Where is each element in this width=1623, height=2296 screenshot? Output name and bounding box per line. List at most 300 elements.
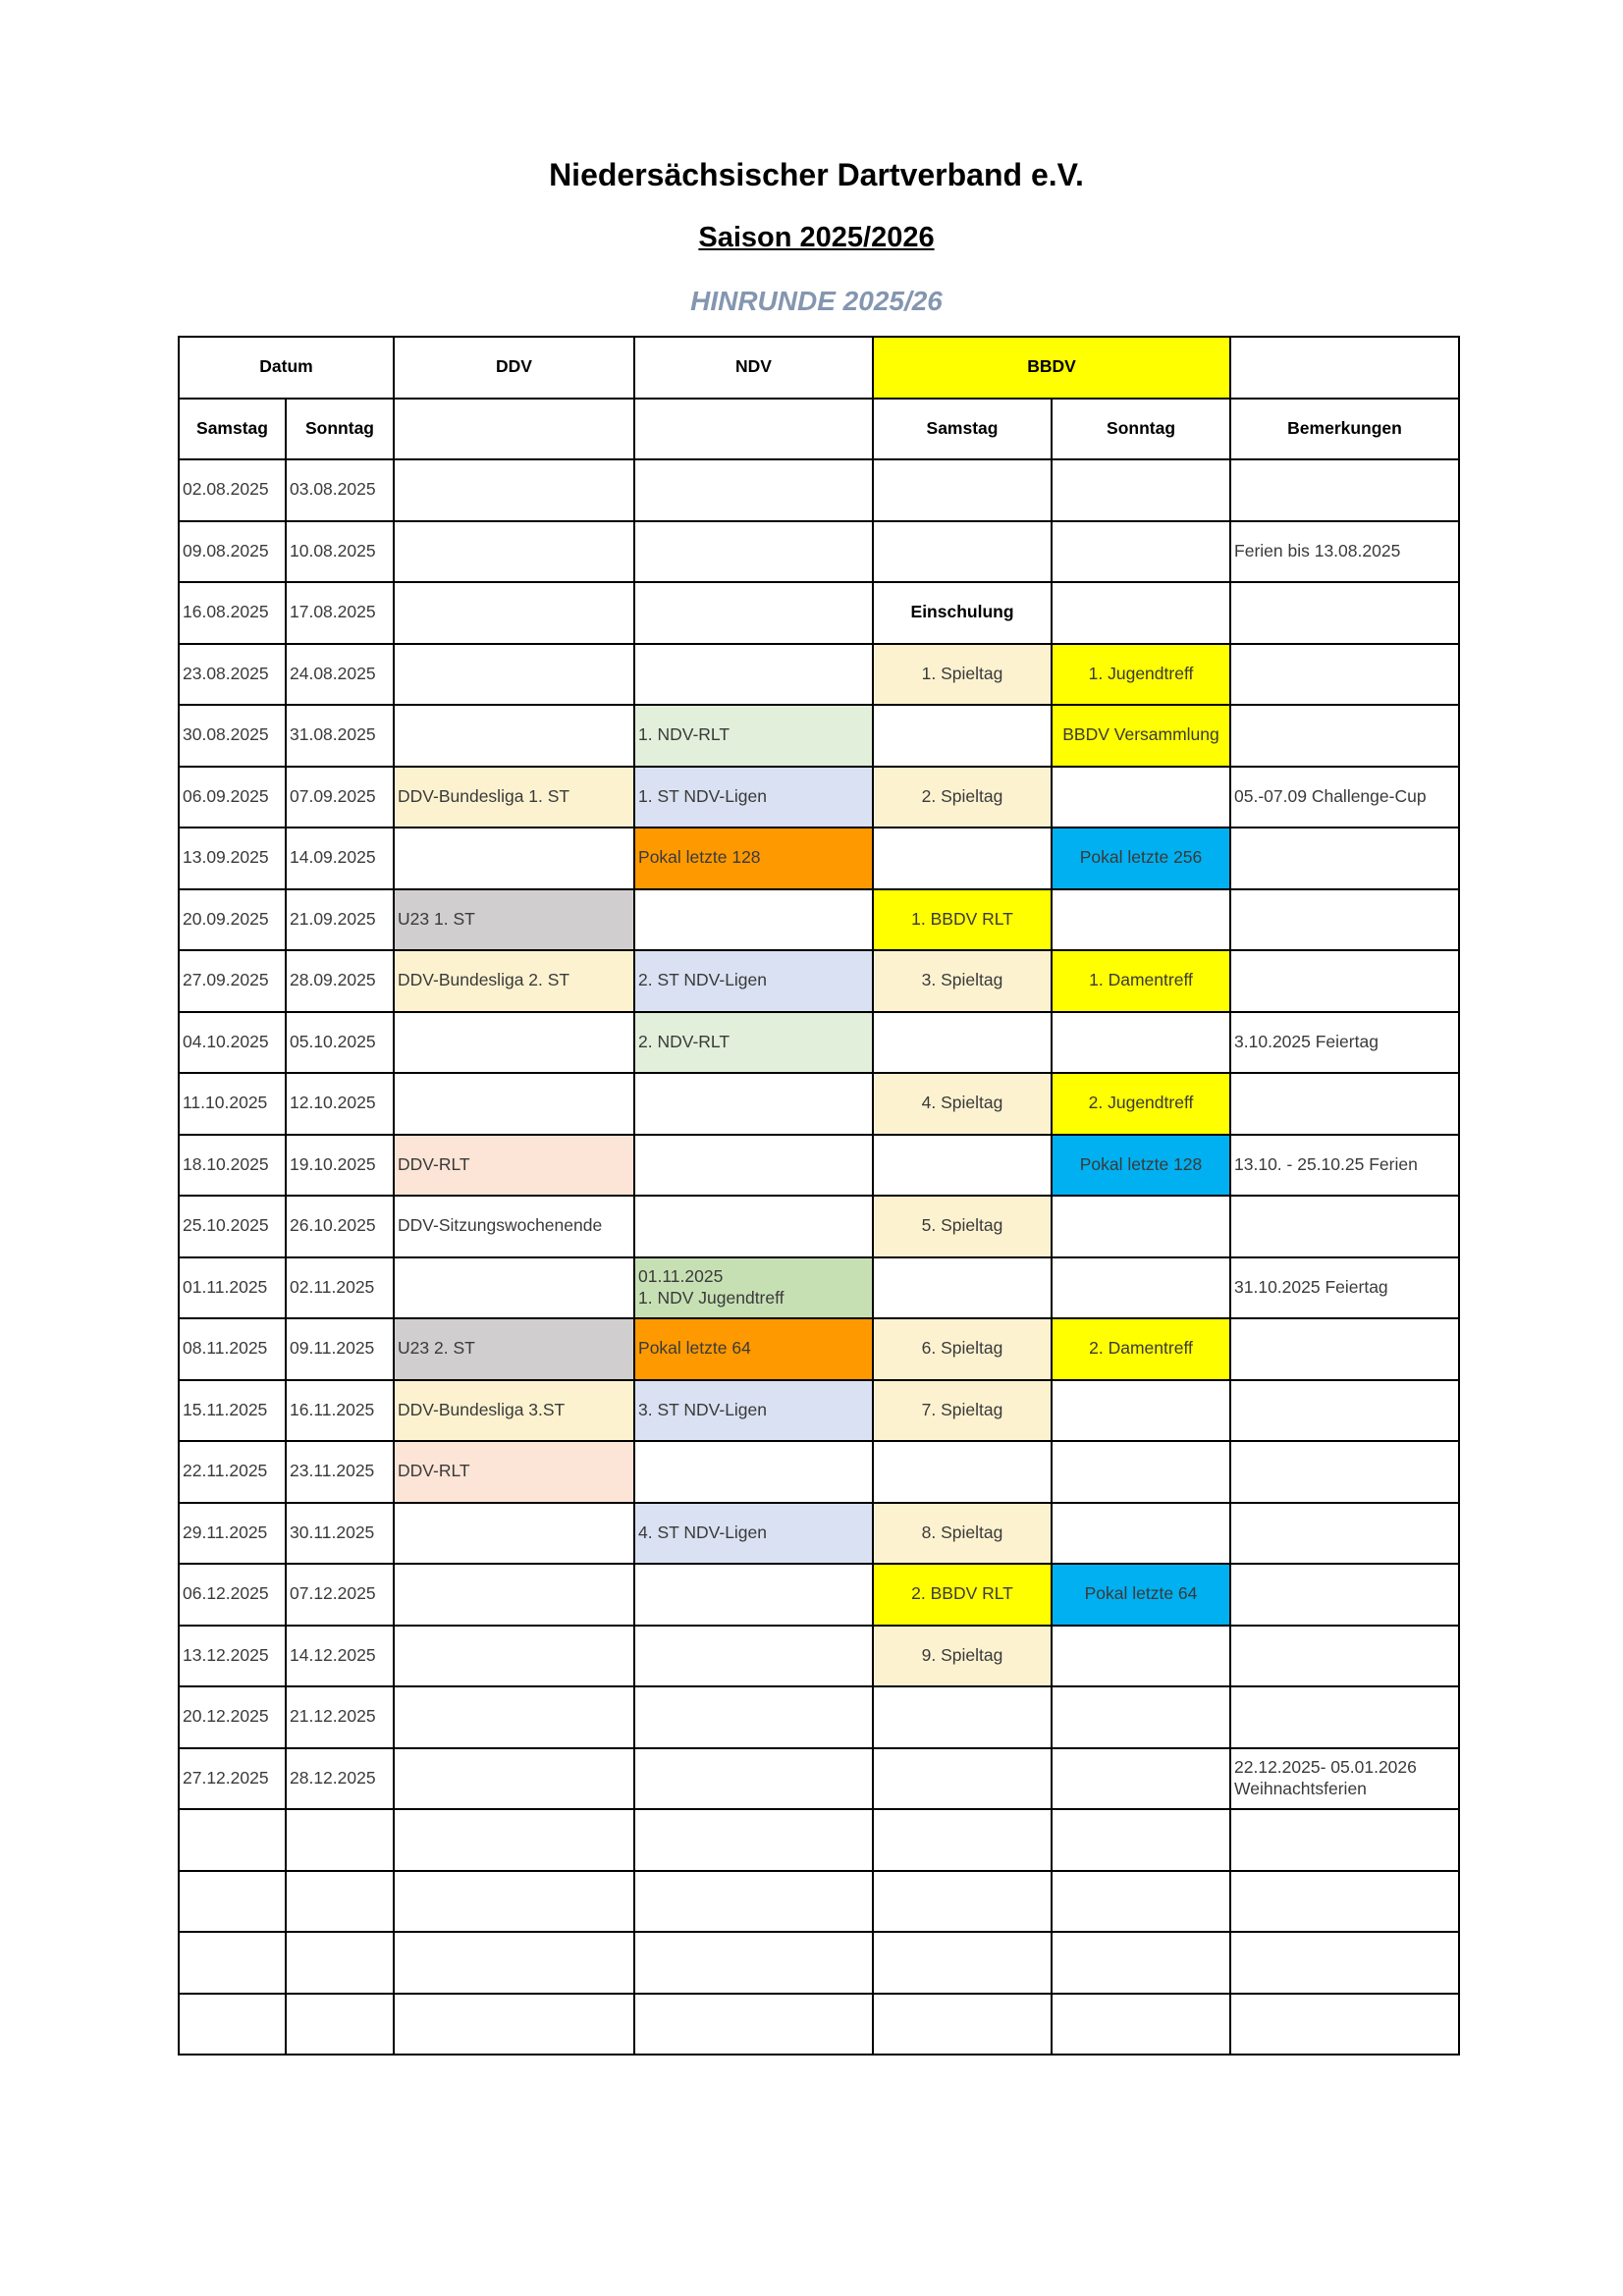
cell-ndv bbox=[634, 1809, 873, 1871]
cell-bemerkungen bbox=[1230, 1012, 1459, 1074]
cell-ndv bbox=[634, 1012, 873, 1074]
cell-bbdv-samstag bbox=[873, 1809, 1052, 1871]
cell-text: DDV-Bundesliga 3.ST bbox=[398, 1399, 566, 1419]
table-row bbox=[179, 1441, 1459, 1503]
cell-ndv bbox=[634, 1441, 873, 1503]
cell-sonntag bbox=[286, 1012, 394, 1074]
cell-text: 2. NDV-RLT bbox=[638, 1031, 730, 1051]
cell-bbdv-samstag bbox=[873, 1318, 1052, 1380]
cell-text: 17.08.2025 bbox=[290, 602, 376, 622]
cell-bbdv-sonntag bbox=[1052, 889, 1230, 951]
cell-text: 05.10.2025 bbox=[290, 1031, 376, 1051]
header-sonntag: Sonntag bbox=[286, 399, 394, 460]
cell-text: 14.09.2025 bbox=[290, 847, 376, 868]
cell-bemerkungen bbox=[1230, 1871, 1459, 1933]
header-samstag: Samstag bbox=[179, 399, 286, 460]
cell-bbdv-samstag bbox=[873, 1871, 1052, 1933]
cell-ddv bbox=[394, 1135, 634, 1197]
cell-samstag bbox=[179, 1318, 286, 1380]
cell-text: 08.11.2025 bbox=[183, 1338, 268, 1359]
cell-bbdv-samstag bbox=[873, 767, 1052, 828]
cell-ndv bbox=[634, 582, 873, 644]
cell-ndv bbox=[634, 1073, 873, 1135]
cell-text: 23.08.2025 bbox=[183, 663, 269, 683]
header-datum: Datum bbox=[179, 337, 394, 399]
table-row bbox=[179, 705, 1459, 767]
cell-ddv bbox=[394, 1748, 634, 1810]
cell-text: 4. Spieltag bbox=[921, 1093, 1003, 1113]
season-subtitle: Saison 2025/2026 bbox=[698, 222, 935, 253]
cell-ddv bbox=[394, 644, 634, 706]
cell-bbdv-samstag bbox=[873, 582, 1052, 644]
cell-text: 13.09.2025 bbox=[183, 847, 269, 868]
cell-ddv bbox=[394, 582, 634, 644]
cell-samstag bbox=[179, 1748, 286, 1810]
cell-bbdv-samstag bbox=[873, 1932, 1052, 1994]
table-row bbox=[179, 1503, 1459, 1565]
cell-text: 28.12.2025 bbox=[290, 1767, 376, 1788]
cell-bemerkungen bbox=[1230, 1441, 1459, 1503]
cell-sonntag bbox=[286, 889, 394, 951]
table-row bbox=[179, 521, 1459, 583]
cell-bemerkungen bbox=[1230, 1257, 1459, 1319]
cell-bemerkungen bbox=[1230, 1564, 1459, 1626]
cell-ndv bbox=[634, 1564, 873, 1626]
cell-text: 4. ST NDV-Ligen bbox=[638, 1522, 768, 1542]
cell-bbdv-samstag bbox=[873, 459, 1052, 521]
header-row-1 bbox=[179, 337, 1459, 399]
cell-bbdv-sonntag bbox=[1052, 1135, 1230, 1197]
cell-text-line2: Weihnachtsferien bbox=[1234, 1778, 1367, 1798]
cell-text: 10.08.2025 bbox=[290, 540, 376, 561]
cell-samstag bbox=[179, 889, 286, 951]
cell-bbdv-sonntag bbox=[1052, 1564, 1230, 1626]
cell-text: Pokal letzte 128 bbox=[638, 847, 761, 868]
cell-samstag bbox=[179, 705, 286, 767]
cell-ndv bbox=[634, 1380, 873, 1442]
cell-bbdv-samstag bbox=[873, 1257, 1052, 1319]
cell-text: 3. ST NDV-Ligen bbox=[638, 1399, 768, 1419]
cell-bbdv-samstag bbox=[873, 1564, 1052, 1626]
cell-ddv bbox=[394, 889, 634, 951]
cell-bbdv-samstag bbox=[873, 1503, 1052, 1565]
header-ndv-sub bbox=[634, 399, 873, 460]
cell-bemerkungen bbox=[1230, 1809, 1459, 1871]
cell-ddv bbox=[394, 459, 634, 521]
cell-samstag bbox=[179, 1441, 286, 1503]
cell-bbdv-sonntag bbox=[1052, 1012, 1230, 1074]
cell-text: 2. Damentreff bbox=[1089, 1338, 1193, 1359]
cell-bemerkungen bbox=[1230, 644, 1459, 706]
cell-text: 2. ST NDV-Ligen bbox=[638, 970, 768, 990]
cell-ddv bbox=[394, 521, 634, 583]
cell-samstag bbox=[179, 1012, 286, 1074]
cell-sonntag bbox=[286, 950, 394, 1012]
cell-sonntag bbox=[286, 582, 394, 644]
cell-bbdv-samstag bbox=[873, 1686, 1052, 1748]
table-row bbox=[179, 1135, 1459, 1197]
cell-ddv bbox=[394, 1073, 634, 1135]
cell-bemerkungen bbox=[1230, 889, 1459, 951]
table-row bbox=[179, 1686, 1459, 1748]
cell-bbdv-sonntag bbox=[1052, 1809, 1230, 1871]
cell-samstag bbox=[179, 1135, 286, 1197]
cell-sonntag bbox=[286, 1318, 394, 1380]
cell-bemerkungen bbox=[1230, 1626, 1459, 1687]
cell-sonntag bbox=[286, 828, 394, 889]
cell-text: 3.10.2025 Feiertag bbox=[1234, 1031, 1379, 1051]
cell-bemerkungen bbox=[1230, 950, 1459, 1012]
cell-bbdv-sonntag bbox=[1052, 521, 1230, 583]
cell-bemerkungen bbox=[1230, 1932, 1459, 1994]
cell-text: 06.09.2025 bbox=[183, 785, 269, 806]
cell-bbdv-samstag bbox=[873, 1994, 1052, 2056]
cell-text: DDV-Bundesliga 2. ST bbox=[398, 970, 570, 990]
cell-text: 27.09.2025 bbox=[183, 970, 269, 990]
cell-text: 30.11.2025 bbox=[290, 1522, 375, 1542]
cell-text: 2. BBDV RLT bbox=[911, 1583, 1013, 1604]
cell-text: 24.08.2025 bbox=[290, 663, 376, 683]
cell-text: 13.12.2025 bbox=[183, 1644, 269, 1665]
cell-bbdv-sonntag bbox=[1052, 1686, 1230, 1748]
cell-bbdv-sonntag bbox=[1052, 1748, 1230, 1810]
cell-samstag bbox=[179, 644, 286, 706]
cell-ddv bbox=[394, 1012, 634, 1074]
cell-ndv bbox=[634, 1196, 873, 1257]
cell-sonntag bbox=[286, 1257, 394, 1319]
cell-sonntag bbox=[286, 1503, 394, 1565]
cell-bbdv-sonntag bbox=[1052, 1380, 1230, 1442]
cell-text: 9. Spieltag bbox=[921, 1644, 1003, 1665]
cell-text: 06.12.2025 bbox=[183, 1583, 269, 1604]
cell-sonntag bbox=[286, 1748, 394, 1810]
cell-sonntag bbox=[286, 644, 394, 706]
cell-ndv bbox=[634, 521, 873, 583]
cell-bbdv-sonntag bbox=[1052, 1994, 1230, 2056]
cell-ndv bbox=[634, 459, 873, 521]
cell-text: 16.08.2025 bbox=[183, 602, 269, 622]
cell-bemerkungen bbox=[1230, 1073, 1459, 1135]
cell-samstag bbox=[179, 1994, 286, 2056]
cell-text: 09.08.2025 bbox=[183, 540, 269, 561]
cell-text: 09.11.2025 bbox=[290, 1338, 375, 1359]
cell-bbdv-sonntag bbox=[1052, 644, 1230, 706]
cell-bbdv-sonntag bbox=[1052, 459, 1230, 521]
cell-text: 5. Spieltag bbox=[921, 1215, 1003, 1236]
header-ddv: DDV bbox=[394, 337, 634, 399]
cell-samstag bbox=[179, 521, 286, 583]
cell-bbdv-sonntag bbox=[1052, 1441, 1230, 1503]
cell-samstag bbox=[179, 1380, 286, 1442]
cell-bbdv-sonntag bbox=[1052, 1503, 1230, 1565]
cell-text: 07.09.2025 bbox=[290, 785, 376, 806]
cell-sonntag bbox=[286, 705, 394, 767]
header-bbdv-sonntag: Sonntag bbox=[1052, 399, 1230, 460]
cell-bbdv-samstag bbox=[873, 1073, 1052, 1135]
cell-text: 2. Spieltag bbox=[921, 785, 1003, 806]
cell-bemerkungen bbox=[1230, 521, 1459, 583]
cell-text: Pokal letzte 64 bbox=[638, 1338, 751, 1359]
table-row bbox=[179, 767, 1459, 828]
cell-text: 22.12.2025- 05.01.2026 bbox=[1234, 1756, 1417, 1777]
table-row bbox=[179, 889, 1459, 951]
cell-bbdv-samstag bbox=[873, 705, 1052, 767]
cell-text: 6. Spieltag bbox=[921, 1338, 1003, 1359]
cell-text: 3. Spieltag bbox=[921, 970, 1003, 990]
cell-samstag bbox=[179, 1686, 286, 1748]
cell-sonntag bbox=[286, 1626, 394, 1687]
cell-ddv bbox=[394, 1564, 634, 1626]
cell-bbdv-samstag bbox=[873, 1626, 1052, 1687]
cell-bbdv-sonntag bbox=[1052, 950, 1230, 1012]
cell-bemerkungen bbox=[1230, 1196, 1459, 1257]
cell-bbdv-samstag bbox=[873, 1380, 1052, 1442]
cell-ddv bbox=[394, 705, 634, 767]
cell-bbdv-samstag bbox=[873, 828, 1052, 889]
cell-text: 18.10.2025 bbox=[183, 1153, 269, 1174]
cell-bbdv-samstag bbox=[873, 1196, 1052, 1257]
cell-text: 02.08.2025 bbox=[183, 479, 269, 500]
cell-bemerkungen bbox=[1230, 1994, 1459, 2056]
cell-text: 30.08.2025 bbox=[183, 724, 269, 745]
cell-ndv bbox=[634, 1994, 873, 2056]
cell-ddv bbox=[394, 1871, 634, 1933]
cell-ndv bbox=[634, 767, 873, 828]
cell-samstag bbox=[179, 828, 286, 889]
cell-ddv bbox=[394, 1809, 634, 1871]
cell-text: U23 2. ST bbox=[398, 1338, 475, 1359]
table-row bbox=[179, 1012, 1459, 1074]
cell-ndv bbox=[634, 1626, 873, 1687]
cell-text: 20.09.2025 bbox=[183, 908, 269, 929]
cell-sonntag bbox=[286, 1135, 394, 1197]
cell-sonntag bbox=[286, 459, 394, 521]
table-row bbox=[179, 459, 1459, 521]
cell-samstag bbox=[179, 459, 286, 521]
cell-sonntag bbox=[286, 1932, 394, 1994]
cell-ndv bbox=[634, 644, 873, 706]
cell-text: 05.-07.09 Challenge-Cup bbox=[1234, 785, 1427, 806]
cell-text: 01.11.2025 bbox=[638, 1265, 724, 1286]
cell-text: Einschulung bbox=[910, 602, 1014, 622]
table-row bbox=[179, 1748, 1459, 1810]
cell-text: Pokal letzte 128 bbox=[1079, 1153, 1203, 1174]
cell-ndv bbox=[634, 1503, 873, 1565]
cell-sonntag bbox=[286, 1380, 394, 1442]
cell-ddv bbox=[394, 1257, 634, 1319]
cell-text: 1. Damentreff bbox=[1089, 970, 1193, 990]
cell-bemerkungen bbox=[1230, 828, 1459, 889]
cell-text: U23 1. ST bbox=[398, 908, 475, 929]
cell-text: DDV-RLT bbox=[398, 1461, 470, 1481]
cell-text: 12.10.2025 bbox=[290, 1093, 376, 1113]
cell-text: DDV-RLT bbox=[398, 1153, 470, 1174]
cell-bemerkungen bbox=[1230, 1748, 1459, 1810]
table-row bbox=[179, 644, 1459, 706]
cell-text: 31.08.2025 bbox=[290, 724, 376, 745]
cell-ddv bbox=[394, 828, 634, 889]
cell-ddv bbox=[394, 1626, 634, 1687]
cell-text: 27.12.2025 bbox=[183, 1767, 269, 1788]
table-row bbox=[179, 1871, 1459, 1933]
cell-bemerkungen bbox=[1230, 1686, 1459, 1748]
cell-bemerkungen bbox=[1230, 1503, 1459, 1565]
cell-ddv bbox=[394, 767, 634, 828]
cell-bbdv-samstag bbox=[873, 1748, 1052, 1810]
cell-ddv bbox=[394, 1994, 634, 2056]
cell-samstag bbox=[179, 582, 286, 644]
cell-ndv bbox=[634, 1871, 873, 1933]
cell-ddv bbox=[394, 1932, 634, 1994]
cell-text: 13.10. - 25.10.25 Ferien bbox=[1234, 1153, 1418, 1174]
cell-samstag bbox=[179, 1503, 286, 1565]
cell-text: 29.11.2025 bbox=[183, 1522, 268, 1542]
table-row bbox=[179, 1932, 1459, 1994]
cell-ndv bbox=[634, 1318, 873, 1380]
cell-ddv bbox=[394, 1503, 634, 1565]
cell-text: 25.10.2025 bbox=[183, 1215, 269, 1236]
cell-ndv bbox=[634, 1686, 873, 1748]
cell-ndv bbox=[634, 1932, 873, 1994]
cell-text: 1. BBDV RLT bbox=[911, 908, 1013, 929]
cell-text: 1. Jugendtreff bbox=[1088, 663, 1194, 683]
cell-sonntag bbox=[286, 1196, 394, 1257]
cell-bemerkungen bbox=[1230, 1318, 1459, 1380]
header-ddv-sub bbox=[394, 399, 634, 460]
cell-ndv bbox=[634, 1257, 873, 1319]
cell-sonntag bbox=[286, 1073, 394, 1135]
cell-text: BBDV Versammlung bbox=[1062, 724, 1219, 745]
table-row bbox=[179, 1564, 1459, 1626]
cell-samstag bbox=[179, 1564, 286, 1626]
cell-ddv bbox=[394, 1318, 634, 1380]
cell-ddv bbox=[394, 1380, 634, 1442]
table-row bbox=[179, 1626, 1459, 1687]
cell-bemerkungen bbox=[1230, 582, 1459, 644]
cell-bbdv-samstag bbox=[873, 1012, 1052, 1074]
cell-samstag bbox=[179, 1073, 286, 1135]
cell-ddv bbox=[394, 1686, 634, 1748]
table-row bbox=[179, 1994, 1459, 2056]
cell-bbdv-samstag bbox=[873, 950, 1052, 1012]
table-row bbox=[179, 1073, 1459, 1135]
cell-samstag bbox=[179, 1809, 286, 1871]
table-row bbox=[179, 1196, 1459, 1257]
cell-text: 7. Spieltag bbox=[921, 1399, 1003, 1419]
cell-text: 19.10.2025 bbox=[290, 1153, 376, 1174]
cell-text-line2: 1. NDV Jugendtreff bbox=[638, 1287, 784, 1308]
cell-text: 20.12.2025 bbox=[183, 1706, 269, 1727]
cell-text: DDV-Bundesliga 1. ST bbox=[398, 785, 570, 806]
cell-bbdv-sonntag bbox=[1052, 767, 1230, 828]
cell-samstag bbox=[179, 767, 286, 828]
cell-bbdv-samstag bbox=[873, 1441, 1052, 1503]
cell-bemerkungen bbox=[1230, 1380, 1459, 1442]
cell-ddv bbox=[394, 1441, 634, 1503]
document-title: Niedersächsischer Dartverband e.V. bbox=[549, 157, 1084, 192]
cell-sonntag bbox=[286, 521, 394, 583]
cell-text: 15.11.2025 bbox=[183, 1399, 268, 1419]
header-blank bbox=[1230, 337, 1459, 399]
cell-ndv bbox=[634, 1135, 873, 1197]
cell-bemerkungen bbox=[1230, 459, 1459, 521]
cell-text: Pokal letzte 64 bbox=[1084, 1583, 1198, 1604]
cell-samstag bbox=[179, 1932, 286, 1994]
cell-bbdv-sonntag bbox=[1052, 1073, 1230, 1135]
cell-bbdv-samstag bbox=[873, 889, 1052, 951]
round-heading: HINRUNDE 2025/26 bbox=[690, 286, 943, 316]
cell-sonntag bbox=[286, 1871, 394, 1933]
cell-text: 1. NDV-RLT bbox=[638, 724, 730, 745]
header-bbdv-samstag: Samstag bbox=[873, 399, 1052, 460]
table-row bbox=[179, 1809, 1459, 1871]
cell-samstag bbox=[179, 950, 286, 1012]
header-bemerkungen: Bemerkungen bbox=[1230, 399, 1459, 460]
cell-text: 26.10.2025 bbox=[290, 1215, 376, 1236]
cell-text: 2. Jugendtreff bbox=[1088, 1093, 1194, 1113]
cell-sonntag bbox=[286, 1564, 394, 1626]
cell-samstag bbox=[179, 1626, 286, 1687]
cell-text: 02.11.2025 bbox=[290, 1276, 375, 1297]
cell-samstag bbox=[179, 1871, 286, 1933]
cell-sonntag bbox=[286, 767, 394, 828]
cell-sonntag bbox=[286, 1686, 394, 1748]
cell-text: 21.09.2025 bbox=[290, 908, 376, 929]
cell-ndv bbox=[634, 889, 873, 951]
table-row bbox=[179, 828, 1459, 889]
cell-bbdv-sonntag bbox=[1052, 1932, 1230, 1994]
cell-ndv bbox=[634, 828, 873, 889]
cell-text: 11.10.2025 bbox=[183, 1093, 268, 1113]
cell-ndv bbox=[634, 1748, 873, 1810]
cell-bemerkungen bbox=[1230, 767, 1459, 828]
cell-bemerkungen bbox=[1230, 705, 1459, 767]
cell-text: 04.10.2025 bbox=[183, 1031, 269, 1051]
cell-samstag bbox=[179, 1196, 286, 1257]
cell-ndv bbox=[634, 705, 873, 767]
cell-sonntag bbox=[286, 1994, 394, 2056]
cell-text: Pokal letzte 256 bbox=[1079, 847, 1203, 868]
header-row-2 bbox=[179, 399, 1459, 460]
cell-text: 16.11.2025 bbox=[290, 1399, 375, 1419]
cell-text: 23.11.2025 bbox=[290, 1461, 375, 1481]
cell-bbdv-sonntag bbox=[1052, 1257, 1230, 1319]
cell-bbdv-sonntag bbox=[1052, 705, 1230, 767]
cell-bbdv-sonntag bbox=[1052, 1196, 1230, 1257]
table-row bbox=[179, 1257, 1459, 1319]
cell-text: 1. Spieltag bbox=[921, 663, 1003, 683]
cell-bbdv-sonntag bbox=[1052, 1318, 1230, 1380]
header-bbdv: BBDV bbox=[873, 337, 1230, 399]
cell-bbdv-samstag bbox=[873, 1135, 1052, 1197]
cell-text: DDV-Sitzungswochenende bbox=[398, 1215, 603, 1236]
cell-ddv bbox=[394, 950, 634, 1012]
cell-text: 22.11.2025 bbox=[183, 1461, 268, 1481]
cell-text: 21.12.2025 bbox=[290, 1706, 376, 1727]
cell-text: 14.12.2025 bbox=[290, 1644, 376, 1665]
cell-bbdv-samstag bbox=[873, 521, 1052, 583]
cell-text: 01.11.2025 bbox=[183, 1276, 268, 1297]
table-row bbox=[179, 1318, 1459, 1380]
cell-bbdv-sonntag bbox=[1052, 582, 1230, 644]
cell-bemerkungen bbox=[1230, 1135, 1459, 1197]
cell-bbdv-sonntag bbox=[1052, 828, 1230, 889]
cell-text: 8. Spieltag bbox=[921, 1522, 1003, 1542]
cell-text: 03.08.2025 bbox=[290, 479, 376, 500]
cell-sonntag bbox=[286, 1809, 394, 1871]
cell-ndv bbox=[634, 950, 873, 1012]
cell-ddv bbox=[394, 1196, 634, 1257]
